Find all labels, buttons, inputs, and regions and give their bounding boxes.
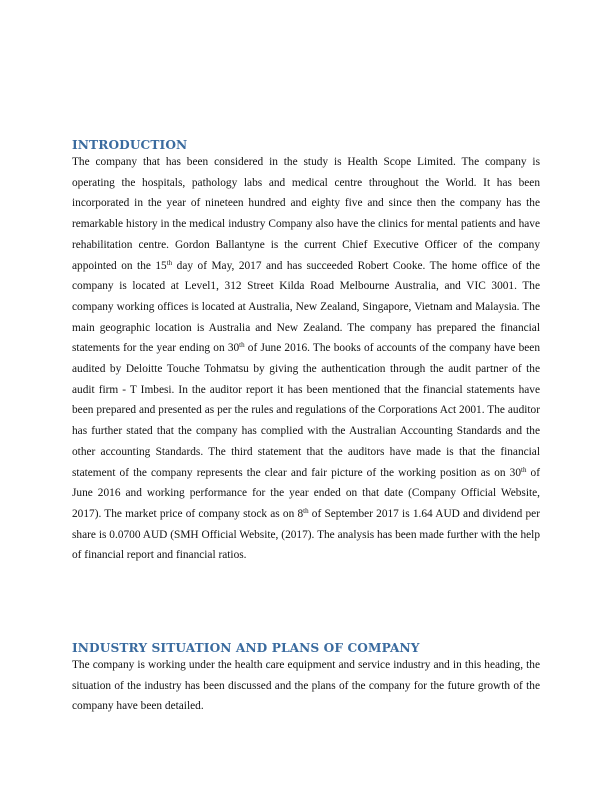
intro-text-3: of June 2016. The books of accounts of the company have been audited by Deloitte Touche Tohmatsu by giving the authentication through the audit partner of the audit firm - T Imbesi. In the auditor report it has been mentioned that the financial statements have been prepared and presented as per the rules and regulations of the Corporations Act 2001. The auditor has further stated that the company has complied with the Australian Accounting Standards and the other accounting Standards. The third statement that the auditors have made is that the financial statement of the company represents the clear and fair picture of the working position as on 30 [72, 342, 540, 479]
intro-text-1: The company that has been considered in the study is Health Scope Limited. The company is operating the hospitals, pathology labs and medical centre throughout the World. It has been incorporated in the year of nineteen hundred and eighty five and since then the company has the remarkable history in the medical industry Company also have the clinics for mental patients and have rehabilitation centre. Gordon Ballantyne is the current Chief Executive Officer of the company appointed on the 15 [72, 156, 540, 272]
ordinal-suffix: th [239, 341, 245, 350]
intro-text-5: of September 2017 is 1.64 AUD and dividend per share is 0.0700 AUD (SMH Official Website, (2017). The analysis has been made further with the help of financial report and financial ratios. [72, 507, 540, 562]
introduction-paragraph [72, 152, 540, 566]
introduction-heading: INTRODUCTION [72, 138, 188, 152]
intro-text-2: day of May, 2017 and has succeeded Robert Cooke. The home office of the company is located at Level1, 312 Street Kilda Road Melbourne Australia, and VIC 3001. The company working offices is located at Australia, New Zealand, Singapore, Vietnam and Malaysia. The main geographic location is Australia and New Zealand. The company has prepared the financial statements for the year ending on 30 [72, 259, 540, 355]
ordinal-suffix: th [521, 465, 527, 474]
intro-text-4: of June 2016 and working performance for the year ended on that date (Company Official Website, 2017). The market price of company stock as on 8 [72, 466, 540, 520]
industry-heading: INDUSTRY SITUATION AND PLANS OF COMPANY [72, 641, 420, 655]
ordinal-suffix: th [303, 506, 309, 515]
ordinal-suffix: th [166, 258, 173, 267]
industry-paragraph: The company is working under the health care equipment and service industry and in this heading, the situation of the industry has been discussed and the plans of the company for the future growth of the company have been detailed. [72, 659, 540, 713]
